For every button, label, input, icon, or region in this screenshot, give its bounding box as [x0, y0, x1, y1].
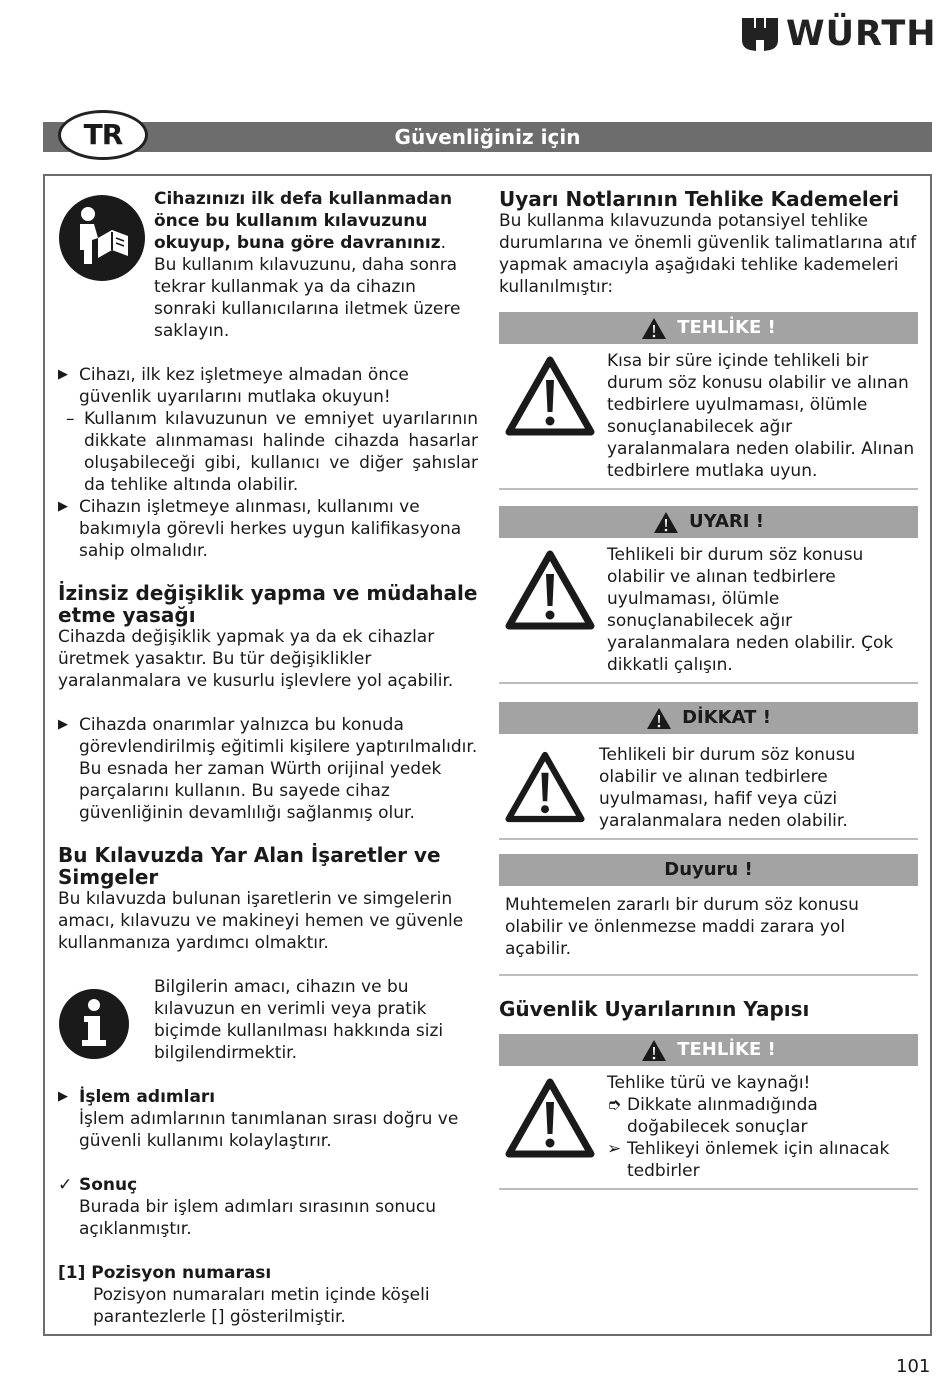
warning-triangle-icon: [653, 511, 679, 534]
brand-logo: [740, 12, 940, 56]
wurth-logo-mark-icon: [740, 14, 780, 54]
caution-label: DİKKAT !: [682, 707, 771, 728]
section-header-bar: [43, 122, 932, 152]
warning-box: [499, 506, 918, 684]
list-item: [58, 714, 478, 824]
bullet-text: Cihazda onarımlar yalnızca bu konuda görevlendirilmiş eğitimli kişilere yaptırılmalıdır. Bu esnada her zaman Würth orijinal yedek parçalarını kullanın. Bu sayede cihaz güvenliğinin devamlılığı sağlanmış olur.: [79, 715, 478, 823]
warning-triangle-icon: [646, 707, 672, 730]
right-column: [499, 188, 918, 1190]
info-note: [58, 976, 478, 1064]
caution-triangle-icon: [505, 750, 585, 824]
dash-bullet-icon: –: [66, 409, 75, 429]
triangle-bullet-icon: ▶: [58, 367, 68, 382]
bullet-text: Kullanım kılavuzunun ve emniyet uyarılarının dikkate alınmaması halinde cihazda hasarlar oluşabileceği gibi, kullanıcı ve diğer şahıslar da tehlike altında olabilir.: [84, 409, 478, 495]
structure-header: [499, 1034, 918, 1066]
danger-header: [499, 312, 918, 344]
danger-box: [499, 312, 918, 490]
section-title: Güvenliğiniz için: [394, 125, 581, 149]
warning-text: Tehlikeli bir durum söz konusu olabilir ve alınan tedbirlere uyulmaması, ölümle sonuçlanabilecek ağır yaralanmalara neden olabilir. Çok dikkatli çalışın.: [607, 545, 894, 675]
language-badge: TR: [58, 110, 148, 160]
result-text: Burada bir işlem adımları sırasının sonucu açıklanmıştır.: [79, 1197, 437, 1239]
arrowhead-icon: ➢: [607, 1139, 622, 1159]
notice-text: Muhtemelen zararlı bir durum söz konusu olabilir ve önlenmezse maddi zarara yol açabilir.: [505, 895, 859, 959]
page-number: 101: [896, 1356, 931, 1377]
levels-text: Bu kullanma kılavuzunda potansiyel tehlike durumlarına ve önemli güvenlik talimatlarına atıf yapmak amacıyla aşağıdaki tehlike kademeleri kullanılmıştır:: [499, 211, 917, 297]
info-icon: [58, 988, 130, 1060]
triangle-bullet-icon: ▶: [58, 717, 68, 732]
list-item: [58, 364, 478, 408]
modification-heading: İzinsiz değişiklik yapma ve müdahale etme yasağı: [58, 581, 478, 627]
levels-heading: Uyarı Notlarının Tehlike Kademeleri: [499, 187, 900, 211]
position-item: [58, 1262, 478, 1328]
warning-triangle-icon: [505, 550, 595, 630]
position-label: [1] Pozisyon numarası: [58, 1263, 272, 1283]
measure-item: [607, 1138, 918, 1182]
notice-box: [499, 854, 918, 976]
caution-header: [499, 702, 918, 734]
intro-period: .: [440, 233, 446, 253]
modification-text: Cihazda değişiklik yapmak ya da ek cihazlar üretmek yasaktır. Bu tür değişiklikler yaralanmalara ve kusurlu işlevlere yol açabilir.: [58, 627, 454, 691]
consequence-text: Dikkate alınmadığında doğabilecek sonuçlar: [627, 1095, 818, 1137]
intro-bullets: [58, 364, 478, 562]
caution-box: [499, 702, 918, 840]
danger-text: Kısa bir süre içinde tehlikeli bir durum söz konusu olabilir ve alınan tedbirlere uyulmaması, ölümle sonuçlanabilecek ağır yaralanmalara neden olabilir. Alınan tedbirlere mutlaka uyun.: [607, 351, 915, 481]
result-title: Sonuç: [79, 1175, 138, 1195]
intro-text: Bu kullanım kılavuzunu, daha sonra tekrar kullanmak ya da cihazın sonraki kullanıcılarına iletmek üzere saklayın.: [154, 255, 461, 341]
intro-block: [58, 188, 478, 342]
steps-title: İşlem adımları: [79, 1087, 216, 1107]
structure-label: TEHLİKE !: [677, 1039, 776, 1060]
brand-name: WÜRTH: [786, 14, 937, 54]
symbols-text: Bu kılavuzda bulunan işaretlerin ve simgelerin amacı, kılavuzu ve makineyi hemen ve güvenle kullanmanıza yardımcı olmaktır.: [58, 889, 464, 953]
steps-item: [58, 1086, 478, 1152]
symbols-heading: Bu Kılavuzda Yar Alan İşaretler ve Simgeler: [58, 843, 441, 889]
bullet-text: Cihazın işletmeye alınması, kullanımı ve bakımıyla görevli herkes uygun kalifikasyona sahip olmalıdır.: [79, 497, 462, 561]
info-text: Bilgilerin amacı, cihazın ve bu kılavuzun en verimli veya pratik biçimde kullanılması hakkında sizi bilgilendirmektir.: [154, 977, 444, 1063]
consequence-item: [607, 1094, 918, 1138]
symbols-section: [58, 844, 478, 1328]
warning-header: [499, 506, 918, 538]
warning-label: UYARI !: [689, 511, 764, 532]
danger-triangle-icon: [505, 356, 595, 436]
read-manual-icon: [58, 194, 146, 282]
check-icon: ✓: [58, 1175, 73, 1195]
triangle-bullet-icon: ▶: [58, 499, 68, 514]
list-item: [58, 408, 478, 496]
position-text: Pozisyon numaraları metin içinde köşeli parantezlerle [] gösterilmiştir.: [93, 1285, 430, 1327]
bullet-text: Cihazı, ilk kez işletmeye almadan önce güvenlik uyarılarını mutlaka okuyun!: [79, 365, 409, 407]
structure-heading: Güvenlik Uyarılarının Yapısı: [499, 997, 810, 1021]
warning-triangle-icon: [641, 1039, 667, 1062]
steps-text: İşlem adımlarının tanımlanan sırası doğru ve güvenli kullanımı kolaylaştırır.: [79, 1109, 459, 1151]
caution-text: Tehlikeli bir durum söz konusu olabilir ve alınan tedbirlere uyulmaması, hafif veya cüzi yaralanmalara neden olabilir.: [599, 745, 856, 831]
warning-triangle-icon: [641, 317, 667, 340]
notice-header: [499, 854, 918, 886]
structure-line: Tehlike türü ve kaynağı!: [607, 1073, 811, 1093]
intro-bold-text: Cihazınızı ilk defa kullanmadan önce bu kullanım kılavuzunu okuyup, buna göre davranınız: [154, 189, 453, 253]
structure-triangle-icon: [505, 1078, 595, 1158]
measure-text: Tehlikeyi önlemek için alınacak tedbirler: [627, 1139, 890, 1181]
list-item: [58, 496, 478, 562]
danger-label: TEHLİKE !: [677, 317, 776, 338]
structure-box: [499, 1034, 918, 1190]
left-column: [58, 188, 478, 1328]
notice-label: Duyuru !: [664, 859, 753, 880]
modification-section: [58, 582, 478, 824]
result-item: [58, 1174, 478, 1240]
curved-arrow-icon: ➮: [607, 1095, 622, 1115]
triangle-bullet-icon: ▶: [58, 1089, 68, 1104]
